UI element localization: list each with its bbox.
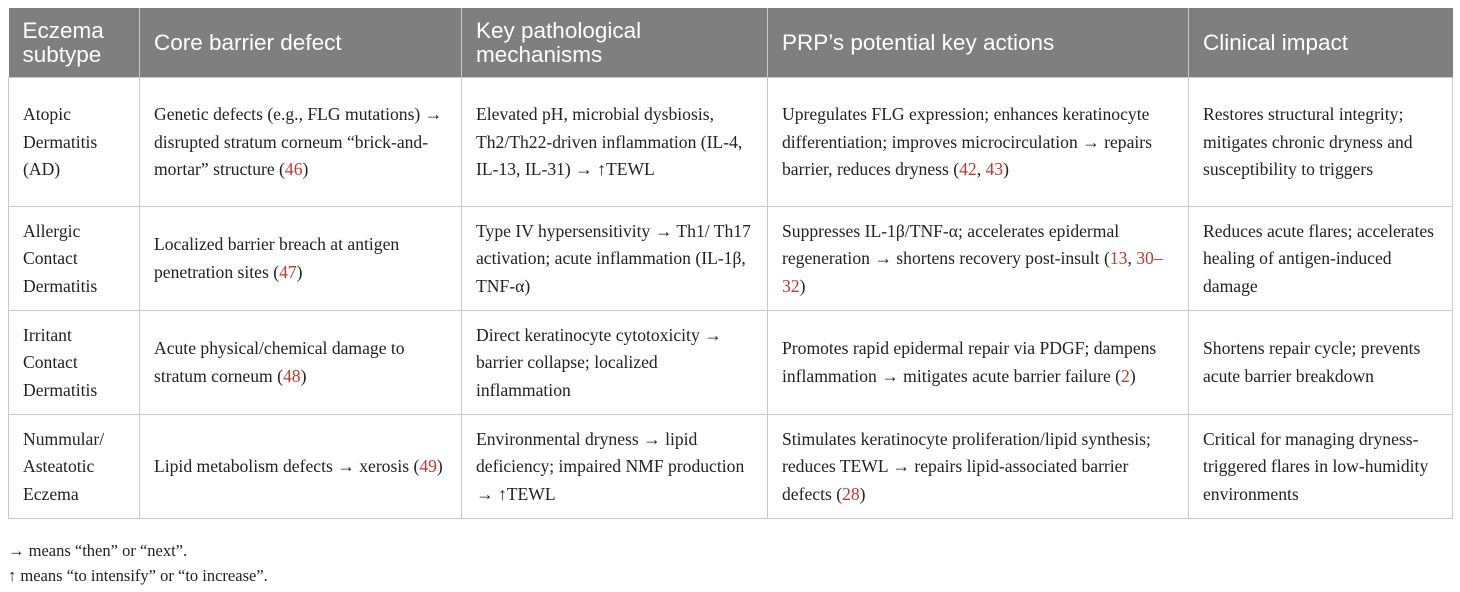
prp-text: Suppresses IL-1β/TNF-α; accelerates epidermal regeneration → shortens recovery post-insult ( (782, 220, 1120, 269)
citation-link[interactable]: 13 (1109, 248, 1128, 269)
header-clinical-impact: Clinical impact (1189, 8, 1453, 78)
table-row (9, 311, 1453, 415)
cell-prp (768, 207, 1189, 311)
barrier-end: ) (296, 262, 303, 282)
cell-impact: Restores structural integrity; mitigates chronic dryness and susceptibility to triggers (1189, 78, 1453, 207)
barrier-end: ) (302, 159, 309, 180)
table-row (9, 78, 1453, 207)
footnote: ↑ means “to intensify” or “to increase”. (8, 566, 268, 585)
citation-separator: , (1127, 248, 1137, 269)
barrier-text: Lipid metabolism defects → xerosis ( (154, 456, 420, 477)
table-container (8, 8, 1452, 519)
barrier-end: ) (300, 366, 307, 386)
cell-barrier (140, 415, 462, 519)
citation-link[interactable]: 28 (842, 483, 860, 504)
cell-mechanisms: Direct keratinocyte cytotoxicity → barrier collapse; localized inflammation (462, 311, 768, 415)
cell-mechanisms: Environmental dryness → lipid deficiency; impaired NMF production → ↑TEWL (462, 415, 768, 519)
cell-mechanisms: Elevated pH, microbial dysbiosis, Th2/Th22-driven inflammation (IL-4, IL-13, IL-31) → ↑TEWL (462, 78, 768, 207)
prp-end: ) (799, 275, 806, 296)
citation-link[interactable]: 46 (284, 159, 303, 180)
barrier-end: ) (436, 456, 443, 477)
cell-barrier (140, 78, 462, 207)
citation-link[interactable]: 30–32 (782, 248, 1163, 296)
barrier-text: Genetic defects (e.g., FLG mutations) → disrupted stratum corneum “brick-and-mortar” structure ( (154, 104, 443, 180)
header-core-barrier-defect: Core barrier defect (140, 8, 462, 78)
cell-prp (768, 78, 1189, 207)
table-row (9, 415, 1453, 519)
cell-prp (768, 311, 1189, 415)
citation-link[interactable]: 47 (279, 262, 297, 282)
citation-link[interactable]: 48 (282, 366, 301, 386)
header-eczema-subtype: Eczema subtype (9, 8, 140, 78)
cell-impact: Reduces acute flares; accelerates healing of antigen-induced damage (1189, 207, 1453, 311)
cell-subtype: Irritant Contact Dermatitis (9, 311, 140, 415)
cell-barrier (140, 311, 462, 415)
prp-end: ) (859, 483, 866, 504)
prp-end: ) (1129, 366, 1136, 386)
cell-barrier (140, 207, 462, 311)
prp-text: Promotes rapid epidermal repair via PDGF; dampens inflammation → mitigates acute barrier failure ( (782, 338, 1157, 386)
header-prp-key-actions: PRP’s potential key actions (768, 8, 1189, 78)
cell-impact: Shortens repair cycle; prevents acute barrier breakdown (1189, 311, 1453, 415)
citation-link[interactable]: 2 (1121, 366, 1130, 386)
citation-separator: , (976, 159, 986, 180)
cell-subtype: Allergic Contact Dermatitis (9, 207, 140, 311)
barrier-text: Acute physical/chemical damage to stratum corneum ( (154, 338, 405, 386)
barrier-text: Localized barrier breach at antigen penetration sites ( (154, 234, 400, 282)
citation-link[interactable]: 42 (959, 159, 977, 180)
eczema-prp-table (8, 8, 1453, 519)
cell-impact: Critical for managing dryness-triggered flares in low-humidity environments (1189, 415, 1453, 519)
cell-subtype: Atopic Dermatitis (AD) (9, 78, 140, 207)
citation-link[interactable]: 49 (419, 456, 437, 477)
prp-end: ) (1003, 159, 1009, 180)
cell-prp (768, 415, 1189, 519)
prp-text: Stimulates keratinocyte proliferation/lipid synthesis; reduces TEWL → repairs lipid-associated barrier defects ( (782, 428, 1151, 504)
prp-text: Upregulates FLG expression; enhances keratinocyte differentiation; improves microcirculation → repairs barrier, reduces dryness ( (782, 104, 1153, 180)
table-row (9, 207, 1453, 311)
table-header-row (9, 8, 1453, 78)
table-footnotes (8, 538, 268, 588)
cell-mechanisms: Type IV hypersensitivity → Th1/ Th17 activation; acute inflammation (IL-1β, TNF-α) (462, 207, 768, 311)
citation-link[interactable]: 43 (985, 159, 1004, 180)
header-key-pathological-mechanisms: Key pathological mechanisms (462, 8, 768, 78)
footnote: → means “then” or “next”. (8, 541, 188, 560)
cell-subtype: Nummular/ Asteatotic Eczema (9, 415, 140, 519)
